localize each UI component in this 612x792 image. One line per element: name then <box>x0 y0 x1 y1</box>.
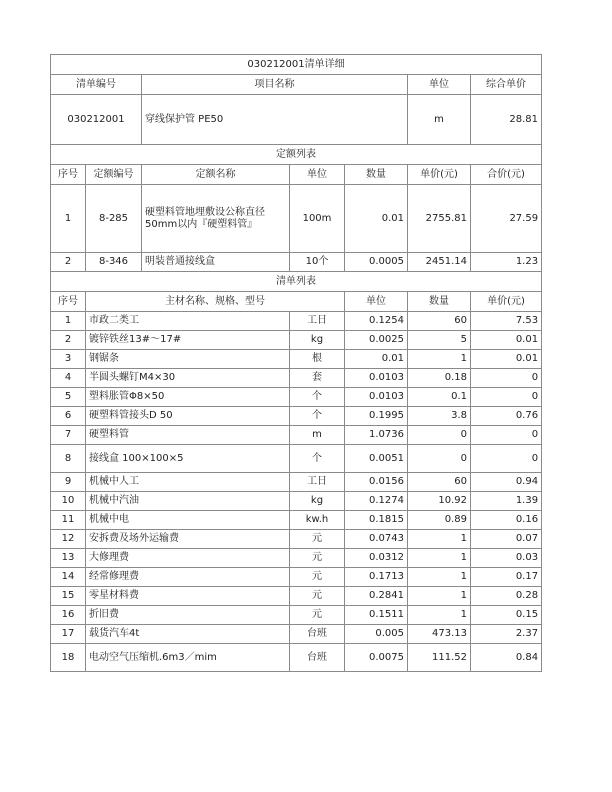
header-bill-code: 清单编号 <box>51 75 142 95</box>
bill-price: 28.81 <box>471 95 542 145</box>
material-no: 10 <box>51 492 86 511</box>
material-unit: 元 <box>290 530 345 549</box>
material-qty: 0.0051 <box>345 445 408 473</box>
material-qty: 0.0743 <box>345 530 408 549</box>
material-header-no: 序号 <box>51 292 86 312</box>
material-total: 0.01 <box>471 331 542 350</box>
material-name: 载货汽车4t <box>86 625 290 644</box>
material-total: 0 <box>471 369 542 388</box>
material-row <box>51 473 542 492</box>
material-price: 60 <box>408 312 471 331</box>
quota-unit: 100m <box>290 185 345 253</box>
material-qty: 1.0736 <box>345 426 408 445</box>
material-price: 5 <box>408 331 471 350</box>
material-total: 0.94 <box>471 473 542 492</box>
quota-header-price: 单价(元) <box>408 165 471 185</box>
material-total: 0.03 <box>471 549 542 568</box>
quota-price: 2755.81 <box>408 185 471 253</box>
material-price: 473.13 <box>408 625 471 644</box>
quota-header-name: 定额名称 <box>142 165 290 185</box>
material-price: 0.1 <box>408 388 471 407</box>
quota-price: 2451.14 <box>408 253 471 272</box>
material-name: 机械中电 <box>86 511 290 530</box>
material-row <box>51 350 542 369</box>
material-unit: 个 <box>290 445 345 473</box>
material-price: 1 <box>408 530 471 549</box>
quota-code: 8-285 <box>86 185 142 253</box>
quota-header-unit: 单位 <box>290 165 345 185</box>
material-header-qty: 数量 <box>408 292 471 312</box>
material-qty: 0.0025 <box>345 331 408 350</box>
material-row <box>51 606 542 625</box>
material-no: 12 <box>51 530 86 549</box>
quota-no: 2 <box>51 253 86 272</box>
material-total: 0.76 <box>471 407 542 426</box>
material-price: 1 <box>408 606 471 625</box>
material-name: 接线盒 100×100×5 <box>86 445 290 473</box>
material-qty: 0.1254 <box>345 312 408 331</box>
material-total: 0.01 <box>471 350 542 369</box>
material-qty: 0.0103 <box>345 388 408 407</box>
detail-table <box>50 144 542 672</box>
material-unit: 元 <box>290 549 345 568</box>
material-row <box>51 369 542 388</box>
quota-code: 8-346 <box>86 253 142 272</box>
material-no: 9 <box>51 473 86 492</box>
material-price: 1 <box>408 350 471 369</box>
header-item-name: 项目名称 <box>142 75 408 95</box>
quota-header-total: 合价(元) <box>471 165 542 185</box>
material-row <box>51 492 542 511</box>
material-row <box>51 407 542 426</box>
material-row <box>51 568 542 587</box>
material-name: 硬塑料管接头D 50 <box>86 407 290 426</box>
material-total: 0.07 <box>471 530 542 549</box>
material-name: 折旧费 <box>86 606 290 625</box>
material-unit: 工日 <box>290 312 345 331</box>
material-name: 钢锯条 <box>86 350 290 369</box>
material-unit: 元 <box>290 568 345 587</box>
material-row <box>51 549 542 568</box>
material-total: 7.53 <box>471 312 542 331</box>
bill-code: 030212001 <box>51 95 142 145</box>
material-qty: 0.0075 <box>345 644 408 672</box>
quota-name: 硬塑料管地埋敷设公称直径50mm以内『硬塑料管』 <box>142 185 290 253</box>
material-price: 1 <box>408 549 471 568</box>
material-qty: 0.1713 <box>345 568 408 587</box>
material-no: 7 <box>51 426 86 445</box>
quota-total: 1.23 <box>471 253 542 272</box>
quota-header-code: 定额编号 <box>86 165 142 185</box>
material-no: 18 <box>51 644 86 672</box>
header-unit-price: 综合单价 <box>471 75 542 95</box>
material-qty: 0.0312 <box>345 549 408 568</box>
material-total: 0 <box>471 388 542 407</box>
material-row <box>51 312 542 331</box>
material-name: 硬塑料管 <box>86 426 290 445</box>
material-unit: 套 <box>290 369 345 388</box>
material-unit: 个 <box>290 407 345 426</box>
quota-section-title: 定额列表 <box>51 145 542 165</box>
quota-qty: 0.0005 <box>345 253 408 272</box>
material-header-name: 主材名称、规格、型号 <box>86 292 345 312</box>
material-name: 镀锌铁丝13#～17# <box>86 331 290 350</box>
material-unit: 根 <box>290 350 345 369</box>
material-row <box>51 511 542 530</box>
material-no: 15 <box>51 587 86 606</box>
material-name: 零星材料费 <box>86 587 290 606</box>
material-name: 大修理费 <box>86 549 290 568</box>
material-no: 6 <box>51 407 86 426</box>
page-title: 030212001清单详细 <box>51 55 542 75</box>
material-qty: 0.1995 <box>345 407 408 426</box>
material-total: 2.37 <box>471 625 542 644</box>
material-price: 0 <box>408 445 471 473</box>
material-qty: 0.1274 <box>345 492 408 511</box>
material-total: 0 <box>471 445 542 473</box>
material-row <box>51 587 542 606</box>
material-unit: kg <box>290 331 345 350</box>
material-unit: 个 <box>290 388 345 407</box>
quota-qty: 0.01 <box>345 185 408 253</box>
material-row <box>51 388 542 407</box>
material-no: 1 <box>51 312 86 331</box>
material-row <box>51 625 542 644</box>
material-price: 0 <box>408 426 471 445</box>
material-name: 安拆费及场外运输费 <box>86 530 290 549</box>
material-header-price: 单价(元) <box>471 292 542 312</box>
quota-header-qty: 数量 <box>345 165 408 185</box>
material-header-unit: 单位 <box>345 292 408 312</box>
material-total: 1.39 <box>471 492 542 511</box>
material-no: 16 <box>51 606 86 625</box>
material-name: 塑料胀管Φ8×50 <box>86 388 290 407</box>
quota-name: 明装普通接线盒 <box>142 253 290 272</box>
material-name: 机械中汽油 <box>86 492 290 511</box>
material-no: 11 <box>51 511 86 530</box>
material-name: 经常修理费 <box>86 568 290 587</box>
material-unit: kg <box>290 492 345 511</box>
material-section-title: 清单列表 <box>51 272 542 292</box>
material-total: 0.28 <box>471 587 542 606</box>
material-unit: kw.h <box>290 511 345 530</box>
material-price: 0.18 <box>408 369 471 388</box>
material-no: 13 <box>51 549 86 568</box>
material-price: 0.89 <box>408 511 471 530</box>
material-no: 17 <box>51 625 86 644</box>
quota-unit: 10个 <box>290 253 345 272</box>
material-qty: 0.1511 <box>345 606 408 625</box>
material-qty: 0.1815 <box>345 511 408 530</box>
bill-name: 穿线保护管 PE50 <box>142 95 408 145</box>
bill-summary-table <box>50 54 542 145</box>
material-qty: 0.005 <box>345 625 408 644</box>
material-name: 半圆头螺钉M4×30 <box>86 369 290 388</box>
material-total: 0 <box>471 426 542 445</box>
bill-unit: m <box>408 95 471 145</box>
material-total: 0.17 <box>471 568 542 587</box>
material-section <box>51 272 542 672</box>
material-no: 3 <box>51 350 86 369</box>
material-total: 0.16 <box>471 511 542 530</box>
material-row <box>51 331 542 350</box>
material-name: 市政二类工 <box>86 312 290 331</box>
material-unit: 元 <box>290 606 345 625</box>
quota-header-no: 序号 <box>51 165 86 185</box>
quota-no: 1 <box>51 185 86 253</box>
material-price: 1 <box>408 587 471 606</box>
material-no: 14 <box>51 568 86 587</box>
material-row <box>51 530 542 549</box>
material-name: 机械中人工 <box>86 473 290 492</box>
material-name: 电动空气压缩机.6m3／mim <box>86 644 290 672</box>
material-unit: m <box>290 426 345 445</box>
material-qty: 0.2841 <box>345 587 408 606</box>
material-unit: 元 <box>290 587 345 606</box>
quota-row <box>51 185 542 253</box>
quota-row <box>51 253 542 272</box>
material-row <box>51 445 542 473</box>
material-total: 0.15 <box>471 606 542 625</box>
material-unit: 台班 <box>290 644 345 672</box>
material-row <box>51 426 542 445</box>
material-no: 5 <box>51 388 86 407</box>
material-no: 4 <box>51 369 86 388</box>
material-price: 60 <box>408 473 471 492</box>
header-unit: 单位 <box>408 75 471 95</box>
material-no: 8 <box>51 445 86 473</box>
material-unit: 台班 <box>290 625 345 644</box>
material-price: 10.92 <box>408 492 471 511</box>
material-no: 2 <box>51 331 86 350</box>
material-unit: 工日 <box>290 473 345 492</box>
material-price: 3.8 <box>408 407 471 426</box>
quota-section <box>51 145 542 272</box>
material-qty: 0.0156 <box>345 473 408 492</box>
material-price: 111.52 <box>408 644 471 672</box>
quota-total: 27.59 <box>471 185 542 253</box>
material-price: 1 <box>408 568 471 587</box>
material-qty: 0.0103 <box>345 369 408 388</box>
material-qty: 0.01 <box>345 350 408 369</box>
material-row <box>51 644 542 672</box>
material-total: 0.84 <box>471 644 542 672</box>
